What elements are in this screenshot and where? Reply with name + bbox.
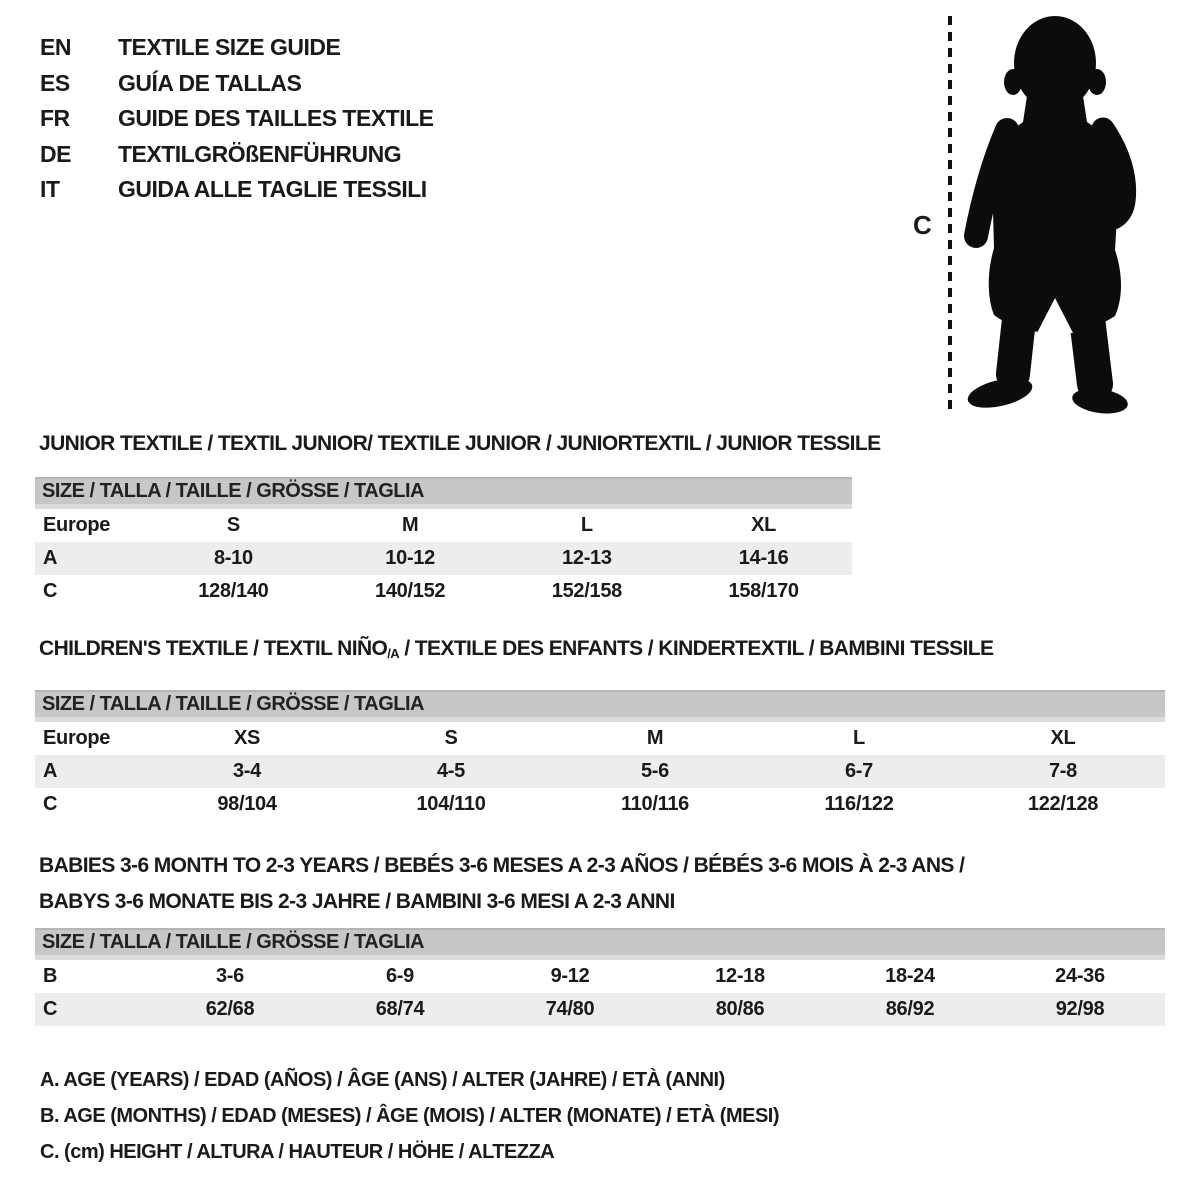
legend-line-c: C. (cm) HEIGHT / ALTURA / HAUTEUR / HÖHE / ALTEZZA xyxy=(40,1141,555,1163)
height-cell: 80/86 xyxy=(715,998,765,1020)
table-row-height xyxy=(35,788,1165,821)
size-cell: L xyxy=(580,514,593,536)
height-cell: 110/116 xyxy=(621,793,689,815)
size-cell: S xyxy=(226,514,240,536)
age-cell: 6-7 xyxy=(844,760,873,782)
height-cell: 68/74 xyxy=(375,998,425,1020)
table-row-height xyxy=(35,575,852,608)
height-cell: 104/110 xyxy=(416,793,486,815)
size-header-band xyxy=(35,928,1165,960)
junior-textile-section xyxy=(35,432,881,608)
table-row-age xyxy=(35,755,1165,788)
children-table-title xyxy=(39,637,1165,663)
babies-textile-section xyxy=(35,848,1165,1026)
legend-line-a: A. AGE (YEARS) / EDAD (AÑOS) / ÂGE (ANS) / ALTER (JAHRE) / ETÀ (ANNI) xyxy=(40,1069,725,1091)
height-cell: 62/68 xyxy=(205,998,255,1020)
language-code: ES xyxy=(40,69,70,96)
legend xyxy=(40,1062,779,1170)
row-label: A xyxy=(43,760,58,782)
height-cell: 116/122 xyxy=(824,793,894,815)
guide-title: GUIDA ALLE TAGLIE TESSILI xyxy=(118,176,427,202)
months-cell: 6-9 xyxy=(385,965,414,987)
height-cell: 158/170 xyxy=(728,580,799,602)
language-row-es xyxy=(40,66,434,102)
junior-table-title: JUNIOR TEXTILE / TEXTIL JUNIOR/ TEXTILE JUNIOR / JUNIORTEXTIL / JUNIOR TESSILE xyxy=(39,432,881,455)
language-code: DE xyxy=(40,140,71,167)
size-header-band xyxy=(35,690,1165,722)
baby-silhouette-icon xyxy=(963,12,1141,416)
table-row-months xyxy=(35,960,1165,993)
table-row-europe xyxy=(35,509,852,542)
age-cell: 10-12 xyxy=(385,547,435,569)
height-cell: 92/98 xyxy=(1055,998,1105,1020)
babies-title-line-1: BABIES 3-6 MONTH TO 2-3 YEARS / BEBÉS 3-6 MESES A 2-3 AÑOS / BÉBÉS 3-6 MOIS À 2-3 ANS / xyxy=(39,854,965,877)
size-cell: XL xyxy=(751,514,777,536)
row-label: C xyxy=(43,793,58,815)
size-cell: L xyxy=(853,727,865,749)
height-cell: 98/104 xyxy=(217,793,277,815)
size-header-label: SIZE / TALLA / TAILLE / GRÖSSE / TAGLIA xyxy=(42,931,424,953)
language-code: IT xyxy=(40,176,60,202)
language-row-fr xyxy=(40,101,434,137)
language-row-en xyxy=(40,30,434,66)
row-label: Europe xyxy=(43,727,111,749)
title-text: CHILDREN'S TEXTILE / TEXTIL NIÑO xyxy=(39,637,388,660)
table-row-age xyxy=(35,542,852,575)
children-textile-section xyxy=(35,637,1165,821)
age-cell: 4-5 xyxy=(436,760,465,782)
row-label: C xyxy=(43,580,58,602)
height-cell: 128/140 xyxy=(198,580,269,602)
row-label: C xyxy=(43,998,58,1020)
age-cell: 14-16 xyxy=(738,547,789,569)
height-cell: 140/152 xyxy=(375,580,446,602)
row-label: Europe xyxy=(43,514,111,536)
table-row-height xyxy=(35,993,1165,1026)
size-header-label: SIZE / TALLA / TAILLE / GRÖSSE / TAGLIA xyxy=(42,480,424,502)
months-cell: 24-36 xyxy=(1055,965,1105,987)
age-cell: 3-4 xyxy=(232,760,261,782)
row-label: B xyxy=(43,965,58,987)
age-cell: 8-10 xyxy=(213,547,253,569)
title-subscript: /A xyxy=(387,646,400,661)
row-label: A xyxy=(43,547,58,569)
age-cell: 5-6 xyxy=(640,760,669,782)
guide-title: GUÍA DE TALLAS xyxy=(118,69,302,96)
language-row-it xyxy=(40,172,434,208)
size-cell: XL xyxy=(1050,727,1076,749)
size-cell: S xyxy=(444,727,458,749)
table-row-europe xyxy=(35,722,1165,755)
babies-title-line-2: BABYS 3-6 MONATE BIS 2-3 JAHRE / BAMBINI 3-6 MESI A 2-3 ANNI xyxy=(39,890,675,913)
size-cell: XS xyxy=(233,727,261,749)
months-cell: 18-24 xyxy=(885,965,935,987)
language-row-de xyxy=(40,137,434,173)
guide-title: GUIDE DES TAILLES TEXTILE xyxy=(118,105,434,131)
title-text: / TEXTILE DES ENFANTS / KINDERTEXTIL / BAMBINI TESSILE xyxy=(399,637,994,660)
guide-title: TEXTILE SIZE GUIDE xyxy=(118,34,341,60)
legend-line-b: B. AGE (MONTHS) / EDAD (MESES) / ÂGE (MOIS) / ALTER (MONATE) / ETÀ (MESI) xyxy=(40,1105,780,1127)
size-header-band xyxy=(35,477,852,509)
height-cell: 74/80 xyxy=(545,998,595,1020)
months-cell: 9-12 xyxy=(550,965,590,987)
height-figure xyxy=(905,12,1145,418)
months-cell: 3-6 xyxy=(215,965,244,987)
height-measure-label: C xyxy=(913,210,932,240)
language-code: EN xyxy=(40,34,71,60)
age-cell: 7-8 xyxy=(1048,760,1077,782)
months-cell: 12-18 xyxy=(715,965,765,987)
size-header-label: SIZE / TALLA / TAILLE / GRÖSSE / TAGLIA xyxy=(42,693,424,715)
height-cell: 122/128 xyxy=(1027,793,1099,815)
babies-table-title xyxy=(39,848,1165,920)
height-cell: 152/158 xyxy=(551,580,622,602)
height-measure-dashed-line xyxy=(946,16,954,416)
guide-title: TEXTILGRÖßENFÜHRUNG xyxy=(118,140,402,167)
language-title-list xyxy=(40,30,434,208)
language-code: FR xyxy=(40,105,70,131)
size-cell: M xyxy=(646,727,664,749)
height-cell: 86/92 xyxy=(885,998,935,1020)
size-cell: M xyxy=(401,514,419,536)
age-cell: 12-13 xyxy=(562,547,612,569)
